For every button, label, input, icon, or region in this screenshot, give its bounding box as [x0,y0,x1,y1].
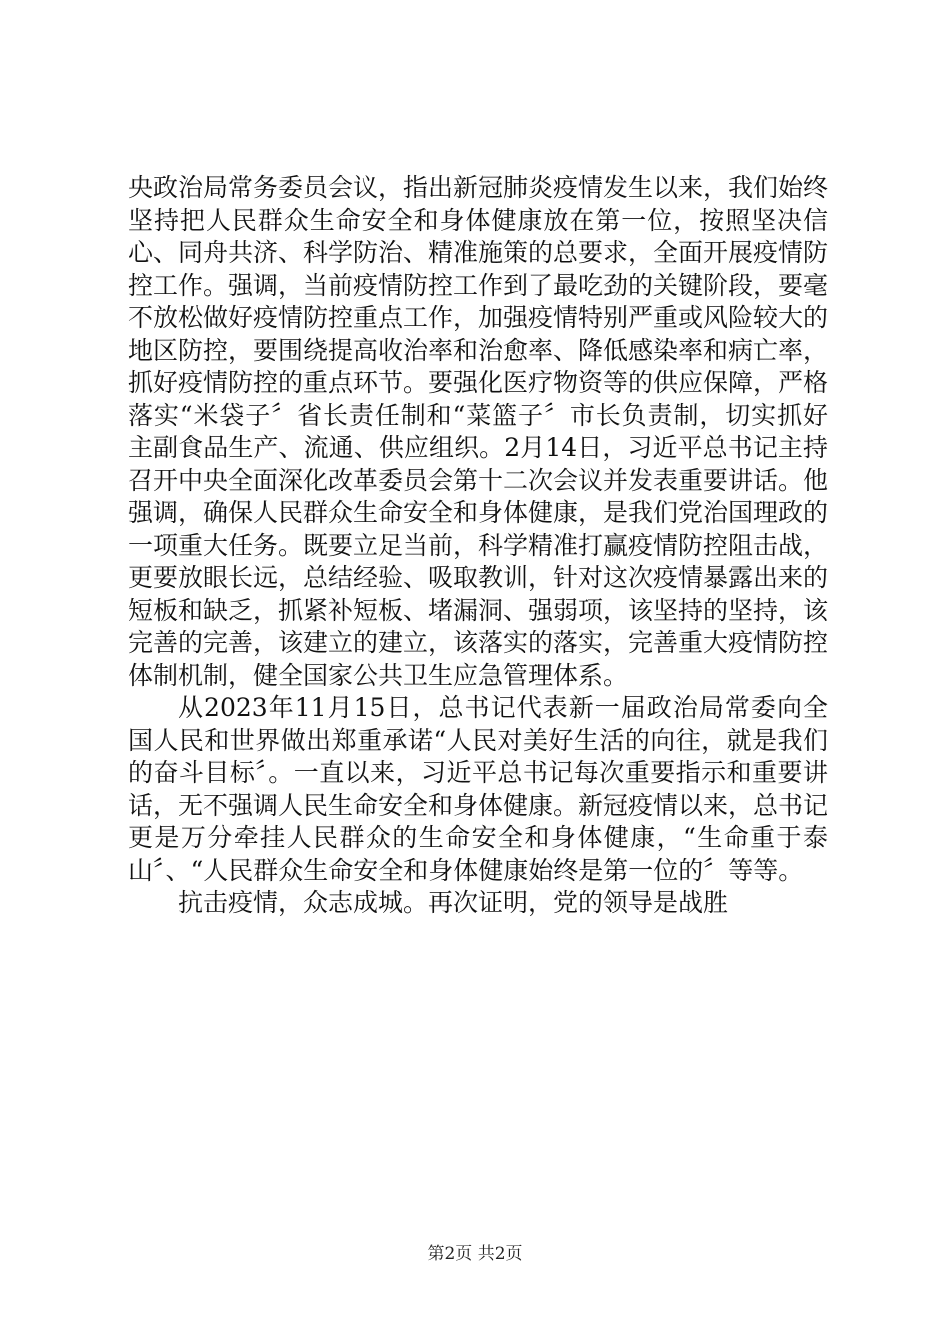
paragraph-3: 抗击疫情，众志成城。再次证明，党的领导是战胜 [178,888,729,917]
paragraph-1: 央政治局常务委员会议，指出新冠肺炎疫情发生以来，我们始终坚持把人民群众生命安全和身体健康放在第一位，按照坚决信心、同舟共济、科学防治、精准施策的总要求，全面开展疫情防控工作。强调，当前疫情防控工作到了最吃劲的关键阶段，要毫不放松做好疫情防控重点工作，加强疫情特别严重或风险较大的地区防控，要围绕提高收治率和治愈率、降低感染率和病亡率，抓好疫情防控的重点环节。要强化医疗物资等的供应保障，严格落实“米袋子〞省长责任制和“菜篮子〞市长负责制，切实抓好主副食品生产、流通、供应组织。2月14日，习近平总书记主持召开中央全面深化改革委员会第十二次会议并发表重要讲话。他强调，确保人民群众生命安全和身体健康，是我们党治国理政的一项重大任务。既要立足当前，科学精准打赢疫情防控阻击战，更要放眼长远，总结经验、吸取教训，针对这次疫情暴露出来的短板和缺乏，抓紧补短板、堵漏洞、强弱项，该坚持的坚持，该完善的完善，该建立的建立，该落实的落实，完善重大疫情防控体制机制，健全国家公共卫生应急管理体系。 [128,173,829,690]
page-footer: 第2页 共2页 [427,1244,523,1264]
paragraph-2: 从2023年11月15日，总书记代表新一届政治局常委向全国人民和世界做出郑重承诺“人民对美好生活的向往，就是我们的奋斗目标〞。一直以来，习近平总书记每次重要指示和重要讲话，无不强调人民生命安全和身体健康。新冠疫情以来，总书记更是万分牵挂人民群众的生命安全和身体健康，“生命重于泰山〞、“人民群众生命安全和身体健康始终是第一位的〞等等。 [128,693,829,885]
body-text [128,172,828,920]
